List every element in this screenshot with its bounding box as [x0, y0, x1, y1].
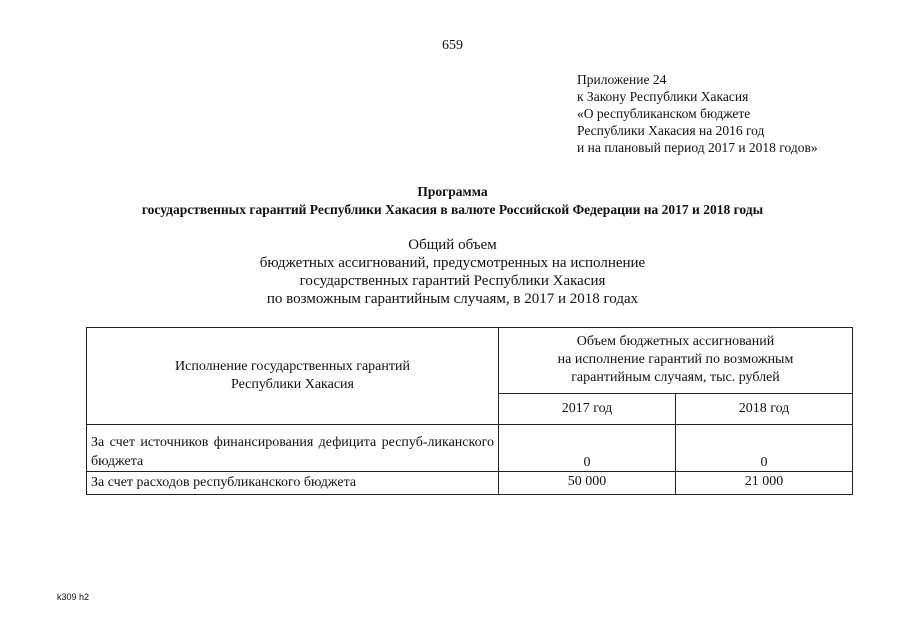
appendix-line: Приложение 24: [577, 72, 667, 87]
header-allocations: [499, 328, 853, 394]
subtitle-line: государственных гарантий Республики Хакасия: [299, 273, 606, 289]
document-code: k309 h2: [57, 592, 90, 602]
subtitle-line: Общий объем: [408, 237, 497, 253]
header-year-2017: 2017 год: [499, 393, 676, 424]
row-value-2018: 21 000: [676, 472, 853, 495]
program-title-line: Программа: [417, 184, 488, 199]
header-allocations-line: гарантийным случаям, тыс. рублей: [571, 370, 780, 386]
subtitle-line: по возможным гарантийным случаям, в 2017 и 2018 годах: [266, 291, 639, 307]
page-number: 659: [442, 38, 463, 53]
appendix-line: и на плановый период 2017 и 2018 годов»: [577, 140, 818, 155]
header-allocations-line: Объем бюджетных ассигнований: [576, 334, 775, 350]
program-title: [0, 183, 905, 219]
guarantees-table: [86, 327, 853, 495]
table-header-row: [87, 328, 853, 394]
appendix-note: [577, 71, 877, 156]
header-execution-line: Республики Хакасия: [230, 377, 354, 392]
subtitle-line: бюджетных ассигнований, предусмотренных на исполнение: [259, 255, 646, 271]
program-title-line: государственных гарантий Республики Хакасия в валюте Российской Федерации на 2017 и 2018 годы: [141, 202, 764, 217]
row-value-2017: 0: [499, 425, 676, 472]
header-year-2018: 2018 год: [676, 393, 853, 424]
row-value-2018: 0: [676, 425, 853, 472]
table-row: [87, 472, 853, 495]
section-subtitle: [0, 236, 905, 308]
header-execution-line: Исполнение государственных гарантий: [175, 359, 410, 374]
appendix-line: к Закону Республики Хакасия: [577, 89, 749, 104]
row-label: За счет расходов республиканского бюджета: [87, 472, 499, 495]
table-row: [87, 425, 853, 472]
row-label: За счет источников финансирования дефицита респуб-ликанского бюджета: [87, 425, 499, 472]
row-value-2017: 50 000: [499, 472, 676, 495]
appendix-line: Республики Хакасия на 2016 год: [577, 123, 765, 138]
appendix-line: «О республиканском бюджете: [577, 106, 751, 121]
header-execution: [87, 328, 499, 425]
header-allocations-line: на исполнение гарантий по возможным: [557, 352, 794, 368]
